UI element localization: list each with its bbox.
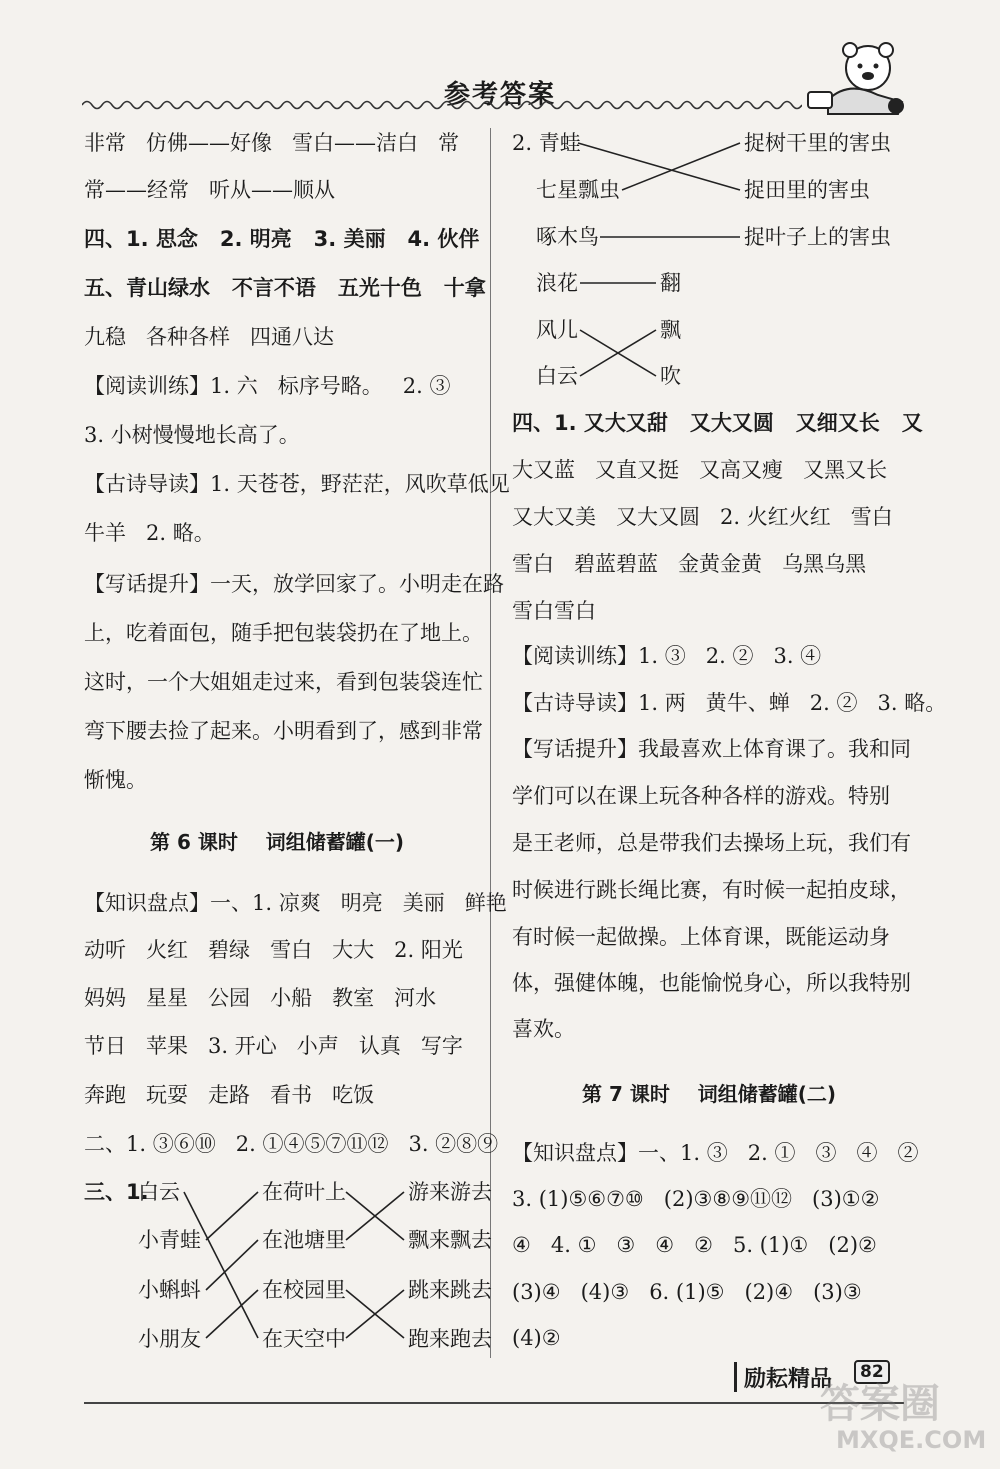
- match-col1-item: 白云: [138, 1180, 180, 1204]
- connector-line: [622, 143, 740, 190]
- right-line-10: 是王老师，总是带我们去操场上玩，我们有: [512, 831, 911, 855]
- match-col2-item: 在校园里: [262, 1278, 346, 1302]
- watermark: 答案圈: [820, 1381, 940, 1427]
- page-number: 82: [854, 1360, 890, 1384]
- section-title-lesson-6: 第 6 课时 词组储蓄罐(一): [150, 830, 404, 854]
- right-line-12: 有时候一起做操。上体育课，既能运动身: [512, 925, 890, 949]
- match3-left-item: 浪花: [536, 271, 578, 295]
- right-line-5: 雪白雪白: [512, 599, 596, 623]
- match-col2-item: 在荷叶上: [262, 1180, 346, 1204]
- match2-left-item: 啄木鸟: [536, 225, 599, 249]
- left-line-4: 五、青山绿水 不言不语 五光十色 十拿: [84, 276, 486, 300]
- right-line-1: 四、1. 又大又甜 又大又圆 又细又长 又: [512, 411, 923, 435]
- match-col3-item: 跑来跑去: [408, 1327, 492, 1351]
- right-line-7: 【古诗导读】1. 两 黄牛、蝉 2. ② 3. 略。: [512, 691, 947, 715]
- match-col3-item: 跳来跳去: [408, 1278, 492, 1302]
- right-line-2: 大又蓝 又直又挺 又高又瘦 又黑又长: [512, 458, 888, 482]
- connector-line: [578, 143, 740, 190]
- left-s6-line-3: 妈妈 星星 公园 小船 教室 河水: [84, 986, 437, 1010]
- connector-line: [184, 1192, 258, 1338]
- left-line-2: 常——经常 听从——顺从: [84, 178, 336, 202]
- watermark-url: MXQE.COM: [836, 1426, 987, 1454]
- section-title-lesson-7: 第 7 课时 词组储蓄罐(二): [582, 1082, 836, 1106]
- left-s6-line-6: 二、1. ③⑥⑩ 2. ①④⑤⑦⑪⑫ 3. ②⑧⑨: [84, 1132, 499, 1156]
- right-line-11: 时候进行跳长绳比赛，有时候一起拍皮球，: [512, 878, 911, 902]
- footer-rule: [84, 1402, 904, 1404]
- footer-bar: [734, 1362, 737, 1392]
- match2-right-item: 捉树干里的害虫: [744, 131, 891, 155]
- right-s7-line-1: 【知识盘点】一、1. ③ 2. ① ③ ④ ②: [512, 1141, 919, 1165]
- match-col1-item: 小朋友: [138, 1327, 201, 1351]
- left-line-8: 【古诗导读】1. 天苍苍，野茫茫，风吹草低见: [84, 472, 510, 496]
- connector-line: [206, 1192, 258, 1240]
- match3-right-item: 吹: [660, 364, 681, 388]
- left-line-3: 四、1. 思念 2. 明亮 3. 美丽 4. 伙伴: [84, 227, 480, 251]
- matching-prefix: 三、1.: [84, 1180, 149, 1204]
- left-line-12: 这时，一个大姐姐走过来，看到包装袋连忙: [84, 670, 483, 694]
- match3-right-item: 翻: [660, 271, 681, 295]
- left-line-7: 3. 小树慢慢地长高了。: [84, 423, 300, 447]
- right-line-3: 又大又美 又大又圆 2. 火红火红 雪白: [512, 505, 893, 529]
- left-s6-line-5: 奔跑 玩耍 走路 看书 吃饭: [84, 1083, 375, 1107]
- left-line-1: 非常 仿佛——好像 雪白——洁白 常: [84, 131, 460, 155]
- right-line-14: 喜欢。: [512, 1017, 575, 1041]
- right-line-6: 【阅读训练】1. ③ 2. ② 3. ④: [512, 644, 822, 668]
- footer-brand: 励耘精品: [744, 1367, 833, 1392]
- left-s6-line-2: 动听 火红 碧绿 雪白 大大 2. 阳光: [84, 938, 463, 962]
- left-line-11: 上，吃着面包，随手把包装袋扔在了地上。: [84, 621, 483, 645]
- right-s7-line-5: (4)②: [512, 1326, 561, 1350]
- left-line-14: 惭愧。: [84, 768, 147, 792]
- right-line-8: 【写话提升】我最喜欢上体育课了。我和同: [512, 737, 911, 761]
- left-s6-line-1: 【知识盘点】一、1. 凉爽 明亮 美丽 鲜艳: [84, 891, 507, 915]
- right-s7-line-2: 3. (1)⑤⑥⑦⑩ (2)③⑧⑨⑪⑫ (3)①②: [512, 1187, 880, 1211]
- match3-left-item: 风儿: [536, 318, 578, 342]
- match3-right-item: 飘: [660, 318, 681, 342]
- match-col2-item: 在池塘里: [262, 1228, 346, 1252]
- connector-line: [206, 1240, 258, 1290]
- match-col1-item: 小蝌蚪: [138, 1278, 201, 1302]
- right-line-4: 雪白 碧蓝碧蓝 金黄金黄 乌黑乌黑: [512, 552, 867, 576]
- left-line-13: 弯下腰去捡了起来。小明看到了，感到非常: [84, 719, 483, 743]
- right-line-9: 学们可以在课上玩各种各样的游戏。特别: [512, 784, 890, 808]
- match-col3-item: 飘来飘去: [408, 1228, 492, 1252]
- match-col1-item: 小青蛙: [138, 1228, 201, 1252]
- match-col2-item: 在天空中: [262, 1327, 346, 1351]
- match3-left-item: 白云: [536, 364, 578, 388]
- right-s7-line-3: ④ 4. ① ③ ④ ② 5. (1)① (2)②: [512, 1233, 877, 1257]
- match-col3-item: 游来游去: [408, 1180, 492, 1204]
- left-s6-line-4: 节日 苹果 3. 开心 小声 认真 写字: [84, 1034, 463, 1058]
- page-title: 参考答案: [443, 80, 556, 110]
- left-line-5: 九稳 各种各样 四通八达: [84, 325, 335, 349]
- right-s7-line-4: (3)④ (4)③ 6. (1)⑤ (2)④ (3)③: [512, 1280, 862, 1304]
- match2-right-item: 捉叶子上的害虫: [744, 225, 891, 249]
- left-line-9: 牛羊 2. 略。: [84, 521, 215, 545]
- left-line-10: 【写话提升】一天，放学回家了。小明走在路: [84, 572, 504, 596]
- right-match2-prefix: 2. 青蛙: [512, 131, 581, 155]
- left-line-6: 【阅读训练】1. 六 标序号略。 2. ③: [84, 374, 451, 398]
- match2-left-item: 七星瓢虫: [536, 178, 620, 202]
- match2-right-item: 捉田里的害虫: [744, 178, 870, 202]
- right-line-13: 体，强健体魄，也能愉悦身心，所以我特别: [512, 971, 911, 995]
- connector-line: [206, 1290, 258, 1338]
